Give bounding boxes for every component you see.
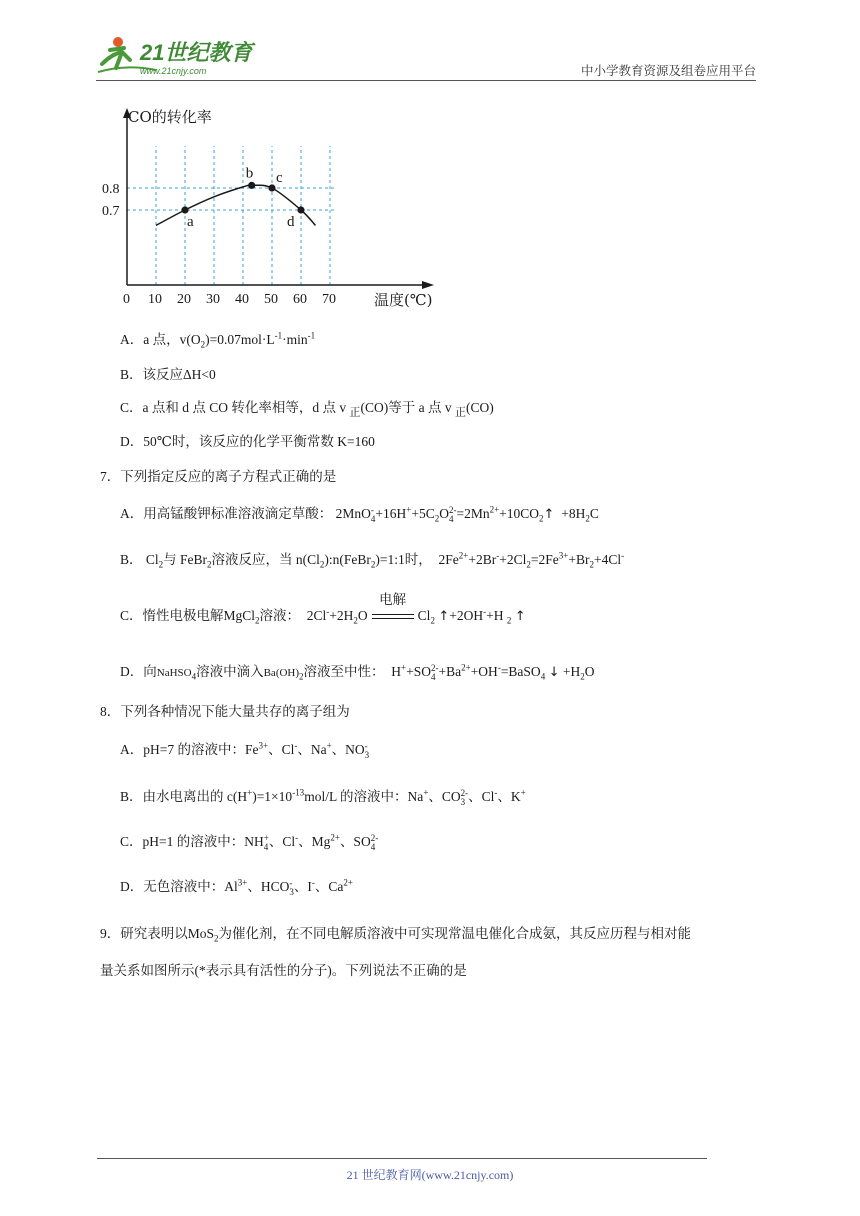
q8-option-d: D．无色溶液中：$Al^{3+}$、HCO - 3 、I-、$Ca^{2+}$ xyxy=(120,877,353,897)
q6-option-b: B．该反应ΔH<0 xyxy=(120,367,216,382)
point-d xyxy=(297,206,304,213)
q6-option-c: C．a 点和 d 点 CO 转化率相等，d 点 v $_正$(CO)等于 a 点 v $_正$(CO) xyxy=(120,400,494,419)
gas-arrow-icon: ↑ xyxy=(438,609,450,624)
q6-option-a: A．a 点，$v(O_2)=0.07mol\cdot L^{-1}\cdot\min^{-1}$ xyxy=(120,330,316,350)
q9-line-1: 9．研究表明以MoS$_2$为催化剂，在不同电解质溶液中可实现常温电催化合成氨，其反应历程与相对能 xyxy=(100,926,692,944)
q7-option-a: A．用高锰酸钾标准溶液滴定草酸： 2MnO - 4 $+16H^++5C_2O$ 2- 4 $=2Mn^{2+}+10CO_2↑ +8H_2C$ xyxy=(120,504,599,524)
site-name: 中小学教育资源及组卷应用平台 xyxy=(580,64,756,78)
point-label-b: b xyxy=(245,165,254,182)
x-tick-label-70: 70 xyxy=(322,292,336,307)
point-b xyxy=(248,182,255,189)
x-tick-label-10: 10 xyxy=(148,292,162,307)
y-tick-label-0.7: 0.7 xyxy=(102,204,120,219)
point-label-c: c xyxy=(276,170,283,186)
y-tick-label-0.8: 0.8 xyxy=(102,182,120,197)
x-tick-label-20: 20 xyxy=(177,292,191,307)
q8-option-b: B．由水电离出的 $c(H^+)=1\times 10^{-13}mol/L$ 的溶液中：Na+、CO 2- 3 、Cl-、K+ xyxy=(120,787,526,807)
x-tick-label-40: 40 xyxy=(235,292,249,307)
x-tick-label-0: 0 xyxy=(123,292,130,307)
point-label-a: a xyxy=(187,214,194,230)
q7-option-d: D．向NaHSO$_4$溶液中滴入$Ba(OH)_2$溶液至中性： H++SO 2- 4 $+Ba^{2+}+OH^-=BaSO_4$ ↓ $+H_2O$ xyxy=(120,662,595,682)
q7-option-c: C．惰性电极电解MgCl$_2$溶液： $2Cl^-+2H_2O$ 电解 $Cl_2$ ↑+2OH-+H $_2$ ↑ xyxy=(120,591,526,626)
gas-arrow-icon: ↑ xyxy=(543,507,555,522)
point-c xyxy=(268,184,275,191)
logo-url: www.21cnjy.com xyxy=(140,66,207,76)
q8-option-a: A．pH=7 的溶液中：$Fe^{3+}$、Cl-、Na+、NO - 3 xyxy=(120,740,370,760)
x-axis-arrow xyxy=(422,281,434,289)
electrolysis-condition: 电解 xyxy=(370,610,416,624)
q8-option-c: C．pH=1 的溶液中：NH + 4 、Cl-、$Mg^{2+}$、SO 2- 4 xyxy=(120,832,379,852)
q7-stem: 7．下列指定反应的离子方程式正确的是 xyxy=(100,469,337,484)
point-label-d: d xyxy=(287,214,295,230)
x-axis-label: 温度(℃) xyxy=(374,291,433,309)
precipitate-arrow-icon: ↓ xyxy=(548,665,560,680)
footer-rule xyxy=(97,1158,707,1159)
site-logo xyxy=(96,34,266,80)
header-rule xyxy=(96,80,756,81)
q7-option-b: B． $Cl_2$与 FeBr$_2$溶液反应，当 $n(Cl_2):n(FeBr_2)=1:1$时， $2Fe^{2+}+2Br^-+2Cl_2=2Fe^{3+}+Br_2+4Cl^-$ xyxy=(120,550,625,570)
y-axis-label: CO的转化率 xyxy=(128,108,212,126)
co-conversion-chart xyxy=(96,100,456,320)
q8-stem: 8．下列各种情况下能大量共存的离子组为 xyxy=(100,704,350,719)
x-tick-label-50: 50 xyxy=(264,292,278,307)
q9-line-2: 量关系如图所示(*表示具有活性的分子)。下列说法不正确的是 xyxy=(100,963,467,978)
footer-text: 21 世纪教育网(www.21cnjy.com) xyxy=(346,1168,514,1182)
x-tick-label-30: 30 xyxy=(206,292,220,307)
q6-option-d: D．50℃时，该反应的化学平衡常数 K=160 xyxy=(120,434,375,449)
gas-arrow-icon: ↑ xyxy=(514,609,526,624)
logo-text: 21世纪教育 xyxy=(140,40,253,65)
chart-axes xyxy=(123,108,434,289)
chart-grid xyxy=(127,146,336,285)
point-a xyxy=(181,206,188,213)
x-tick-label-60: 60 xyxy=(293,292,307,307)
